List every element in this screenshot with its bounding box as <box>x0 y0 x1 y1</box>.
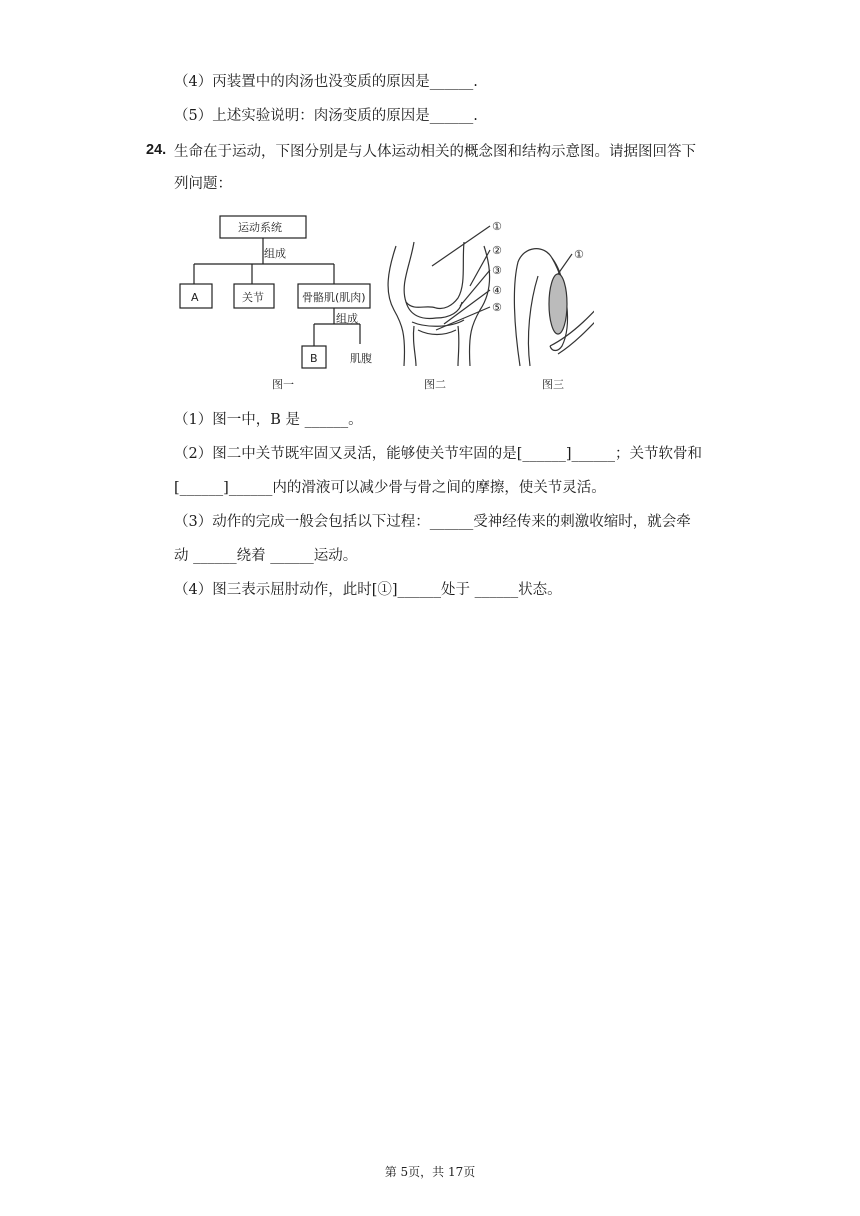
figure-3-arm-diagram <box>514 249 594 366</box>
fig2-label-3: ③ <box>492 264 502 277</box>
figures-area <box>174 206 594 396</box>
page-footer: 第 5页，共 17页 <box>384 1165 476 1179</box>
fig2-label-4: ④ <box>492 284 502 297</box>
fig1-belly-label: 肌腹 <box>350 352 372 365</box>
fig1-root-label: 运动系统 <box>238 221 282 234</box>
q24-sub4: （4）图三表示屈肘动作，此时[①]______处于 ______状态。 <box>174 582 562 598</box>
fig1-compose2-label: 组成 <box>336 312 358 325</box>
question-number: 24. <box>146 142 167 158</box>
q24-stem-line1: 生命在于运动，下图分别是与人体运动相关的概念图和结构示意图。请据图回答下 <box>174 144 696 160</box>
fig1-muscle-label: 骨骼肌(肌肉) <box>302 291 366 304</box>
fig1-box-b-label: B <box>310 352 318 365</box>
fig1-box-a-label: A <box>191 291 199 304</box>
figure-2-joint-diagram <box>388 226 490 366</box>
figures-svg <box>174 206 594 396</box>
fig1-joint-label: 关节 <box>242 291 264 304</box>
q24-stem-line2: 列问题： <box>174 176 232 192</box>
fig2-caption: 图二 <box>424 378 446 391</box>
fig2-label-5: ⑤ <box>492 301 502 314</box>
q24-sub2-line2: [______]______内的滑液可以减少骨与骨之间的摩擦，使关节灵活。 <box>174 480 606 496</box>
q23-item4: （4）丙装置中的肉汤也没变质的原因是______. <box>174 74 478 90</box>
q24-sub2-line1: （2）图二中关节既牢固又灵活，能够使关节牢固的是[______]______；关节软骨和 <box>174 446 703 462</box>
q23-item5: （5）上述实验说明：肉汤变质的原因是______. <box>174 108 478 124</box>
q24-sub1: （1）图一中，B 是 ______。 <box>174 412 363 428</box>
q24-sub3-line2: 动 ______绕着 ______运动。 <box>174 548 358 564</box>
fig2-label-2: ② <box>492 244 502 257</box>
fig1-caption: 图一 <box>272 378 294 391</box>
fig1-compose-label: 组成 <box>264 247 286 260</box>
q24-sub3-line1: （3）动作的完成一般会包括以下过程：______受神经传来的刺激收缩时，就会牵 <box>174 514 691 530</box>
fig3-caption: 图三 <box>542 378 564 391</box>
fig2-label-1: ① <box>492 220 502 233</box>
fig3-label-1: ① <box>574 248 584 261</box>
